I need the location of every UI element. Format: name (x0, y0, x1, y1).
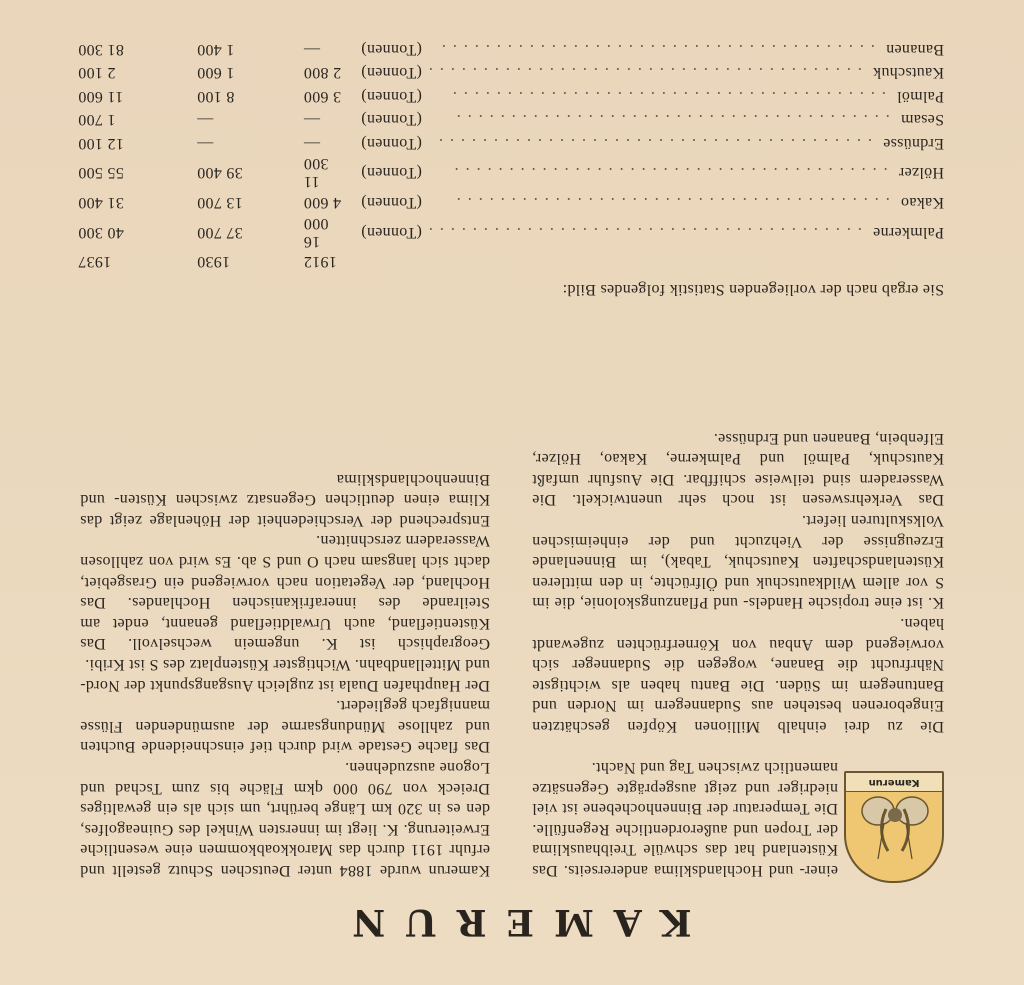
value-cell: 3 600 (303, 87, 342, 105)
page-title: KAMERUN (332, 901, 692, 943)
value-cell: 8 100 (196, 87, 235, 105)
value-cell: 16 000 (303, 215, 329, 250)
text-column-left (532, 756, 838, 880)
value-cell: 31 400 (78, 194, 124, 212)
leader-dots: ........................................ (421, 64, 873, 82)
product-label: Hölzer (898, 164, 944, 182)
leader-dots: ........................................ (434, 40, 886, 58)
product-label: Erdnüsse (882, 134, 944, 152)
product-label: Palmkerne (872, 224, 944, 241)
value-cell: 39 400 (196, 164, 243, 182)
paragraph: Entsprechend der Verschiedenheit der Höhenlage zeigt das Klima einen deutlichen Gegensatz zwischen Küsten- und Binnenhochlandsklima (80, 470, 490, 529)
value-cell: 11 300 (303, 155, 329, 191)
value-cell: 2 800 (303, 64, 342, 82)
year-header: 1912 (303, 253, 337, 270)
leader-dots: ........................................ (449, 194, 901, 212)
value-cell: 55 500 (78, 164, 124, 182)
table-row (78, 84, 944, 108)
elephant-tusks-emblem (846, 789, 942, 881)
product-name (422, 84, 944, 108)
table-row (78, 155, 944, 191)
table-row (78, 108, 944, 132)
product-label: Bananen (885, 40, 944, 58)
text-column-right (80, 468, 490, 880)
leader-dots: ........................................ (421, 224, 873, 241)
unit-label: (Tonnen) (361, 224, 422, 241)
product-name (422, 108, 944, 132)
unit-label: (Tonnen) (361, 134, 422, 152)
value-cell: 81 300 (78, 40, 124, 58)
leader-dots: ........................................ (449, 111, 901, 129)
value-cell: — (303, 111, 320, 129)
unit-label: (Tonnen) (361, 40, 422, 58)
paragraph: Die zu drei einhalb Millionen Köpfen geschätzten Eingeborenen bestehen aus Sudannegern im Norden und Bantunegern im Süden. Die Bantu haben als wichtigste Nährfrucht die Banane, wogegen die Sudanneger sich vorwiegend dem Anbau von Körnerfrüchten zugewandt haben. (532, 615, 944, 735)
stats-intro: Sie ergab nach der vorliegenden Statistik folgendes Bild: (562, 281, 944, 298)
value-cell: 1 400 (196, 40, 235, 58)
value-cell: 11 600 (78, 87, 124, 105)
header-empty (422, 250, 944, 272)
product-label: Palmöl (896, 87, 944, 105)
leader-dots: ........................................ (445, 87, 897, 105)
unit-label: (Tonnen) (361, 164, 422, 182)
product-name (422, 155, 944, 191)
product-label: Sesam (900, 111, 944, 129)
table-row (78, 37, 944, 61)
paragraph: Das Verkehrswesen ist noch sehr unentwickelt. Die Wasseradern sind teilweise schiffbar. Die Ausfuhr umfaßt Kautschuk, Palmöl und Palmkerne, Kakao, Hölzer, Elfenbein, Bananen und Erdnüsse. (532, 429, 944, 509)
value-cell: 1 700 (78, 111, 116, 129)
year-header: 1937 (78, 253, 112, 270)
leader-dots: ........................................ (447, 164, 899, 182)
product-label: Kautschuk (872, 64, 944, 82)
text-column-left-continued (532, 427, 944, 736)
paragraph: Geographisch ist K. ungemein wechselvoll. Das Küstentiefland, auch Urwaldtiefland genannt, endet am Steilrande des innerafrikanischen Hochlandes. Das Hochland, der Vegetation nach vorwiegend ein Grasgebiet, dacht sich langsam nach O und S ab. Es wird von zahllosen Wasseradern zerschnitten. (80, 532, 490, 653)
value-cell: — (303, 134, 320, 152)
product-label: Kakao (900, 194, 944, 212)
header-empty (343, 250, 422, 272)
value-cell: 2 100 (78, 64, 116, 82)
table-header-row (78, 250, 944, 272)
value-cell: — (196, 111, 214, 129)
unit-label: (Tonnen) (361, 64, 422, 82)
emblem (844, 771, 944, 883)
table-row (78, 214, 944, 250)
value-cell: — (196, 134, 214, 152)
value-cell: 37 700 (196, 224, 243, 241)
value-cell: 13 700 (196, 194, 243, 212)
product-name (422, 61, 944, 85)
export-statistics-table (78, 37, 944, 272)
table-row (78, 191, 944, 215)
product-name (422, 37, 944, 61)
table-row (78, 131, 944, 155)
paragraph: einer- und Hochlandsklima andererseits. Das Küstenland hat das schwüle Treibhausklima der Tropen und außerordentliche Regenfülle. Die Temperatur der Binnenhochebene ist viel niedriger und zeigt ausgeprägte Gegensätze namentlich zwischen Tag und Nacht. (532, 759, 838, 879)
paragraph: Der Haupthafen Duala ist zugleich Ausgangspunkt der Nord- und Mittellandbahn. Wichtigster Küstenplatz des S ist Kribi. (80, 656, 490, 694)
value-cell: 1 600 (196, 64, 235, 82)
paragraph: K. ist eine tropische Handels- und Pflanzungskolonie, die im S vor allem Wildkautschuk und Ölfrüchte, in den mittleren Küstenlandschaften Kautschuk, Tabak), im Binnenlande Erzeugnisse der Viehzucht und der einheimischen Volkskulturen liefert. (532, 512, 944, 612)
table-row (78, 61, 944, 85)
paragraph: Kamerun wurde 1884 unter Deutschen Schutz gestellt und erfuhr 1911 durch das Marokkoabkommen eine wesentliche Erweiterung. K. liegt im innersten Winkel des Guineagolfes, den es in 320 km Länge berührt, um sich als ein gewaltiges Dreieck von 790 000 qkm Fläche bis zum Tschad und Logone auszudehnen. (80, 759, 490, 879)
leader-dots: ........................................ (431, 134, 883, 152)
emblem-label: Kamerun (846, 773, 942, 792)
value-cell: — (303, 40, 320, 58)
value-cell: 12 100 (78, 134, 124, 152)
product-name (422, 214, 944, 250)
unit-label: (Tonnen) (361, 87, 422, 105)
product-name (422, 191, 944, 215)
unit-label: (Tonnen) (361, 111, 422, 129)
value-cell: 4 600 (303, 194, 342, 212)
value-cell: 40 300 (78, 224, 124, 241)
unit-label: (Tonnen) (361, 194, 422, 212)
year-header: 1930 (196, 253, 231, 270)
product-name (422, 131, 944, 155)
paragraph: Das flache Gestade wird durch tief einschneidende Buchten und zahllose Mündungsarme der ausmündenden Flüsse mannigfach gegliedert. (80, 697, 490, 756)
